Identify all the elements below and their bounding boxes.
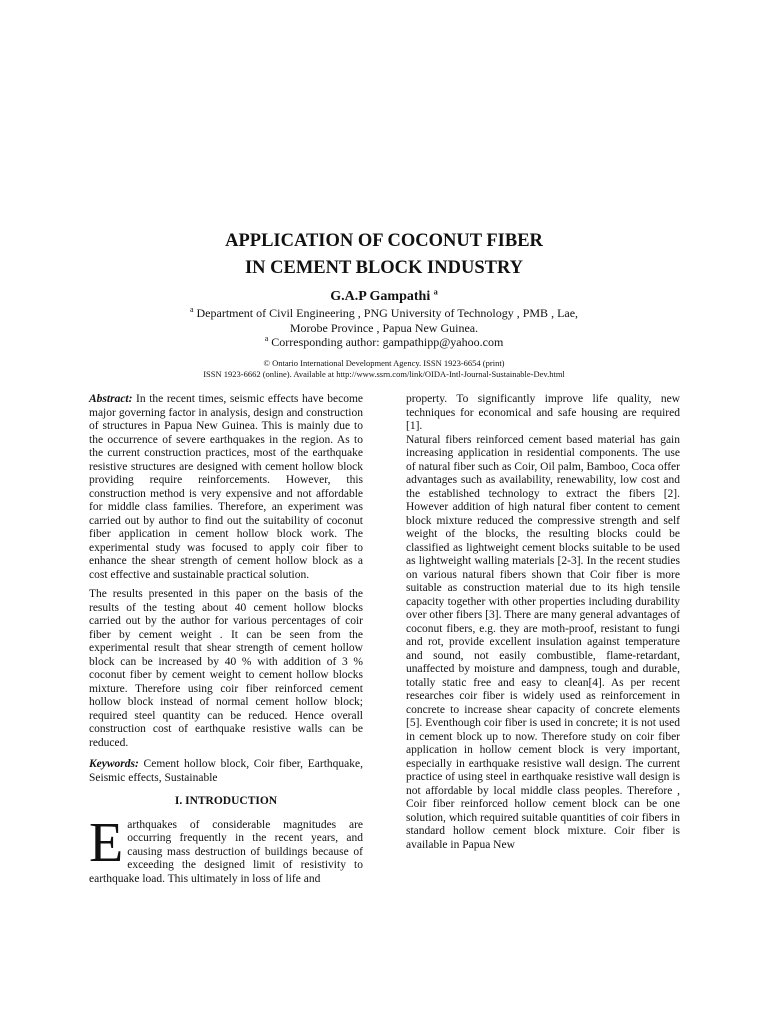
affiliation-line-2: Morobe Province , Papua New Guinea. [289, 320, 479, 335]
affiliation-line-1-text: Department of Civil Engineering , PNG University of Technology , PMB , Lae, [193, 306, 579, 320]
affiliation [0, 306, 768, 350]
affiliation-sup-1: a [189, 305, 194, 314]
left-column [89, 393, 363, 886]
affiliation-sup-3: a [264, 334, 269, 343]
affiliation-line-3 [0, 335, 768, 350]
abstract-label: Abstract: [89, 393, 133, 405]
intro-paragraph-1 [89, 811, 363, 887]
right-paragraph-1: property. To significantly improve life quality, new techniques for economical and safe housing are required [1]. [406, 393, 680, 432]
right-paragraph-2: Natural fibers reinforced cement based material has gain increasing application in residential components. The use of natural fiber such as Coir, Oil palm, Bamboo, Coca offer advantages such as availability, renewability, low cost and the established technology to extract the fibers [2]. However addition of high natural fiber content to cement block mixture reduced the compressive strength and self weight of the blocks, the resulting blocks could be classified as lightweight cement blocks suitable to be used as lightweight walling materials [2-3]. In the recent studies on various natural fibers shown that Coir fiber is more suitable as construction material due to its high tensile capacity together with other properties including durability over other fibers [3]. There are many general advantages of coconut fibers, e.g. they are moth-proof, resistant to fungi and rot, provide excellent insulation against temperature and sound, not easily combustible, flame-retardant, unaffected by moisture and dampness, tough and durable, totally static free and easy to clean[4]. As per recent researches coir fiber is widely used as reinforcement in concrete to increase shear capacity of concrete elements [5]. Eventhough coir fiber is used in concrete; it is not used in cement block up to now. Therefore study on coir fiber application in hollow cement block is very important, especially in earthquake resistive wall design. The current practice of using steel in earthquake resistive wall design is not affordable by local middle class peoples. Therefore , Coir fiber reinforced hollow cement block can be one solution, which required suitable quantities of coir fibers in standard hollow cement block mixture. Coir fiber is available in Papua New [406, 433, 680, 851]
abstract-paragraph-1 [89, 393, 363, 582]
abstract-text-1: In the recent times, seismic effects have become major governing factor in analysis, design and construction of structures in Papua New Guinea. This is mainly due to the occurrence of severe earthquakes in the region. As to the current construction practices, most of the earthquake resistive structures are designed with cement hollow block providing require reinforcements. However, this construction method is very expensive and not affordable for middle class families. Therefore, an experiment was carried out by author to find out the suitability of coconut fiber application in cement hollow block work. The experimental study was focused to apply coir fiber to enhance the shear strength of cement hollow block as a cost effective and sustainable practical solution. [89, 393, 363, 581]
affiliation-line-1 [0, 306, 768, 321]
copyright-notice [0, 358, 768, 380]
author-name-text: G.A.P Gampathi [330, 289, 431, 304]
section-heading-introduction: I. INTRODUCTION [174, 795, 278, 807]
keywords-label: Keywords: [89, 758, 139, 770]
copyright-line-2: ISSN 1923-6662 (online). Available at http://www.ssrn.com/link/OIDA-Intl-Journal-Sustainable-Dev.html [203, 369, 565, 379]
title-line-2: IN CEMENT BLOCK INDUSTRY [244, 258, 524, 278]
corresponding-author: Corresponding author: gampathipp@yahoo.com [268, 335, 504, 349]
author-sup: a [433, 287, 438, 297]
keywords [89, 758, 363, 785]
title-line-1: APPLICATION OF COCONUT FIBER [225, 231, 543, 251]
keywords-text: Cement hollow block, Coir fiber, Earthquake, Seismic effects, Sustainable [89, 758, 363, 784]
copyright-line-1: © Ontario International Development Agency. ISSN 1923-6654 (print) [263, 358, 505, 368]
paper-title [0, 228, 768, 282]
drop-cap: E [89, 811, 124, 874]
author-name [0, 289, 768, 305]
right-column [406, 393, 680, 852]
abstract-paragraph-2: The results presented in this paper on the basis of the results of the testing about 40 cement hollow blocks carried out by the author for various percentages of coir fiber by cement weight . It can be seen from the experimental result that shear strength of cement hollow block can be increased by 40 % with addition of 3 % coconut fiber by cement weight to cement hollow blocks mixture. Therefore using coir fiber reinforced cement hollow block instead of normal cement hollow block; required steel quantity can be reduced. Hence overall construction cost of earthquake resistive walls can be reduced. [89, 588, 363, 749]
intro-text-1: arthquakes of considerable magnitudes are occurring frequently in the recent years, and causing mass destruction of buildings because of exceeding the designed limit of resistivity to earthquake load. This ultimately in loss of life and [89, 818, 363, 885]
